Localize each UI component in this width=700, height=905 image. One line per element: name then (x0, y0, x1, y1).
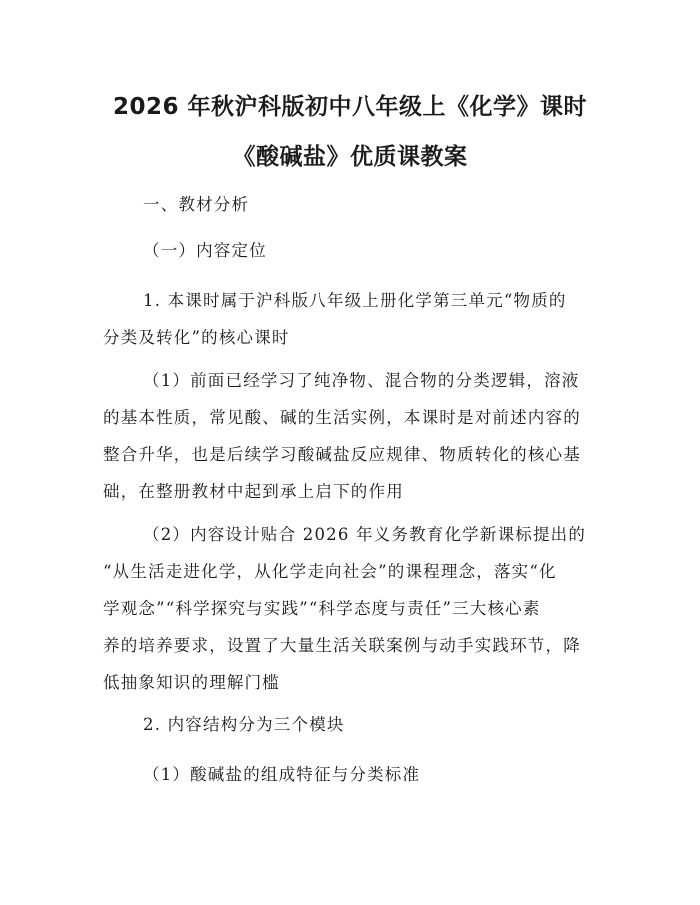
paragraph-line: 分类及转化”的核心课时 (103, 328, 290, 347)
document-title-line-2: 《酸碱盐》优质课教案 (232, 144, 468, 170)
paragraph-line: 低抽象知识的理解门槛 (103, 673, 280, 692)
paragraph-3 (103, 516, 603, 701)
paragraph-line: 养的培养要求，设置了大量生活关联案例与动手实践环节，降 (103, 636, 581, 655)
paragraph-line: 学观念”“科学探究与实践”“科学态度与责任”三大核心素 (103, 599, 541, 618)
paragraph-line: （1）前面已经学习了纯净物、混合物的分类逻辑，溶液 (143, 371, 580, 390)
paragraph-2 (103, 362, 603, 510)
paragraph-line: 础，在整册教材中起到承上启下的作用 (103, 482, 404, 501)
paragraph-line: （2）内容设计贴合 2026 年义务教育化学新课标提出的 (143, 525, 587, 544)
section-heading-1: 一、教材分析 (143, 195, 250, 214)
paragraph-4: 2. 内容结构分为三个模块 (143, 715, 345, 734)
document-title-line-1: 2026 年秋沪科版初中八年级上《化学》课时 (112, 94, 588, 120)
paragraph-line: 整合升华，也是后续学习酸碱盐反应规律、物质转化的核心基 (103, 445, 581, 464)
paragraph-5: （1）酸碱盐的组成特征与分类标准 (143, 765, 421, 784)
paragraph-1 (103, 282, 603, 356)
subsection-heading-1: （一）内容定位 (143, 241, 267, 260)
paragraph-line: 的基本性质，常见酸、碱的生活实例，本课时是对前述内容的 (103, 408, 581, 427)
paragraph-line: “从生活走进化学，从化学走向社会”的课程理念，落实“化 (103, 562, 557, 581)
paragraph-line: 1. 本课时属于沪科版八年级上册化学第三单元“物质的 (143, 291, 567, 310)
